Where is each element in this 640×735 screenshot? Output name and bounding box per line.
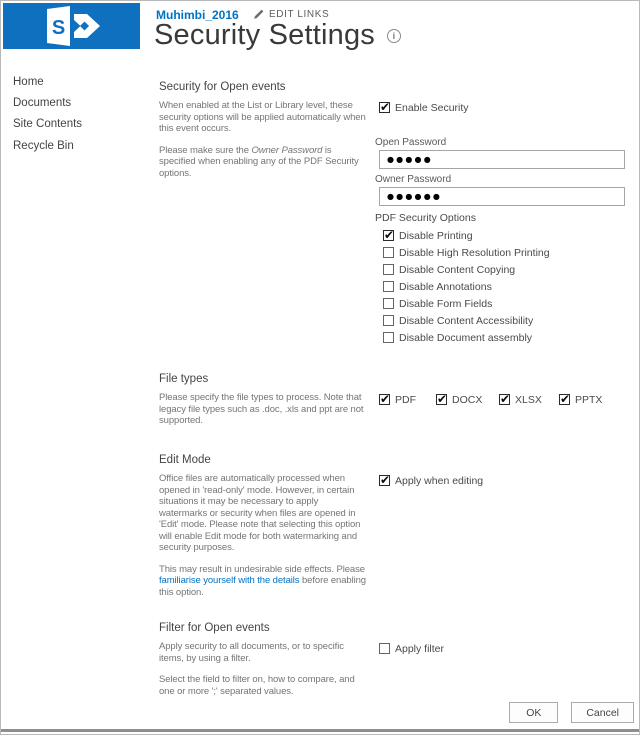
file-type-docx-checkbox[interactable] xyxy=(436,392,499,407)
checkbox-label: Disable Printing xyxy=(399,229,473,242)
section-controls xyxy=(375,100,633,346)
checkbox-label: PDF xyxy=(395,393,416,406)
checkbox-icon[interactable] xyxy=(383,230,394,241)
description-text: Please make sure the Owner Password is specified when enabling any of the PDF Security options. xyxy=(159,144,359,179)
sidebar xyxy=(13,76,143,162)
info-icon[interactable]: i xyxy=(387,29,401,43)
description-text: Apply security to all documents, or to specific items, by using a filter. xyxy=(159,641,344,664)
checkbox-label: XLSX xyxy=(515,393,542,406)
description-text: This may result in undesirable side effects. Please familiarise yourself with the details before enabling this option. xyxy=(159,563,366,598)
logo-letter: S xyxy=(51,17,66,39)
page-title xyxy=(154,19,401,52)
section-controls xyxy=(375,392,633,437)
section-description xyxy=(159,473,375,608)
checkbox-icon[interactable] xyxy=(499,394,510,405)
checkbox-icon[interactable] xyxy=(383,281,394,292)
disable-annotations-checkbox[interactable] xyxy=(383,278,633,295)
checkbox-label: PPTX xyxy=(575,393,603,406)
disable-content-accessibility-checkbox[interactable] xyxy=(383,312,633,329)
file-type-pdf-checkbox[interactable] xyxy=(379,392,436,407)
checkbox-icon[interactable] xyxy=(383,264,394,275)
checkbox-label: Disable Content Accessibility xyxy=(399,314,534,327)
pdf-security-options-label: PDF Security Options xyxy=(375,212,476,224)
sharepoint-logo-icon xyxy=(3,3,140,49)
apply-filter-checkbox[interactable] xyxy=(379,641,633,656)
section-controls xyxy=(375,473,633,608)
description-text: Select the field to filter on, how to compare, and one or more ';' separated values. xyxy=(159,674,355,697)
description-text: Office files are automatically processed when opened in 'read-only' mode. However, in certain situations it may be necessary to apply watermarks or security when files are opened in 'Edit' mode. Please note that selecting this option will enable Edit mode for both watermarking and security purposes. xyxy=(159,473,361,553)
apply-when-editing-checkbox[interactable] xyxy=(379,473,633,488)
disable-content-copying-checkbox[interactable] xyxy=(383,261,633,278)
enable-security-checkbox[interactable] xyxy=(379,100,633,115)
section-description xyxy=(159,641,375,707)
description-text: Please specify the file types to process. Note that legacy file types such as .doc, .xls and ppt are not supported. xyxy=(159,392,364,426)
checkbox-icon[interactable] xyxy=(383,298,394,309)
bottom-border xyxy=(1,729,639,732)
site-breadcrumb-link[interactable]: Muhimbi_2016 xyxy=(156,8,239,22)
checkbox-label: Apply when editing xyxy=(395,474,484,487)
disable-form-fields-checkbox[interactable] xyxy=(383,295,633,312)
checkbox-label: Disable Content Copying xyxy=(399,263,516,276)
edit-links-label: EDIT LINKS xyxy=(269,9,330,20)
section-title: Security for Open events xyxy=(159,81,286,93)
section-security-open-events xyxy=(159,81,633,346)
details-link[interactable]: familiarise yourself with the details xyxy=(159,575,300,586)
disable-document-assembly-checkbox[interactable] xyxy=(383,329,633,346)
checkbox-icon[interactable] xyxy=(436,394,447,405)
section-filter-open-events xyxy=(159,622,633,707)
sidebar-item-site-contents[interactable]: Site Contents xyxy=(13,118,83,130)
checkbox-label: Enable Security xyxy=(395,101,469,114)
open-password-input[interactable] xyxy=(379,150,625,169)
description-text: When enabled at the List or Library level, these security options will be applied automatically when this event occurs. xyxy=(159,100,366,134)
file-type-xlsx-checkbox[interactable] xyxy=(499,392,559,407)
checkbox-icon[interactable] xyxy=(383,315,394,326)
sidebar-item-home[interactable]: Home xyxy=(13,76,44,88)
checkbox-label: Disable Form Fields xyxy=(399,297,493,310)
checkbox-icon[interactable] xyxy=(383,247,394,258)
section-description xyxy=(159,100,375,346)
checkbox-label: Disable Annotations xyxy=(399,280,492,293)
checkbox-label: Disable High Resolution Printing xyxy=(399,246,550,259)
section-file-types xyxy=(159,373,633,437)
section-title: File types xyxy=(159,373,209,385)
sharepoint-logo[interactable] xyxy=(3,3,140,49)
checkbox-icon[interactable] xyxy=(383,332,394,343)
section-title: Filter for Open events xyxy=(159,622,270,634)
checkbox-label: Disable Document assembly xyxy=(399,331,533,344)
checkbox-icon[interactable] xyxy=(379,394,390,405)
section-edit-mode xyxy=(159,454,633,608)
owner-password-input[interactable] xyxy=(379,187,625,206)
checkbox-icon[interactable] xyxy=(379,643,390,654)
open-password-label: Open Password xyxy=(375,137,447,148)
footer-button-row xyxy=(509,702,634,723)
pdf-security-options-list xyxy=(383,227,633,346)
file-type-options-list xyxy=(379,392,633,407)
sidebar-item-recycle-bin[interactable]: Recycle Bin xyxy=(13,140,74,152)
checkbox-icon[interactable] xyxy=(379,475,390,486)
sidebar-item-documents[interactable]: Documents xyxy=(13,97,72,109)
checkbox-label: Apply filter xyxy=(395,642,445,655)
disable-high-resolution-printing-checkbox[interactable] xyxy=(383,244,633,261)
page-title-text: Security Settings xyxy=(154,19,375,51)
section-description xyxy=(159,392,375,437)
checkbox-label: DOCX xyxy=(452,393,483,406)
section-title: Edit Mode xyxy=(159,454,211,466)
cancel-button[interactable]: Cancel xyxy=(571,702,634,723)
owner-password-label: Owner Password xyxy=(375,174,452,185)
checkbox-icon[interactable] xyxy=(559,394,570,405)
file-type-pptx-checkbox[interactable] xyxy=(559,392,602,407)
disable-printing-checkbox[interactable] xyxy=(383,227,633,244)
checkbox-icon[interactable] xyxy=(379,102,390,113)
ok-button[interactable]: OK xyxy=(509,702,558,723)
section-controls xyxy=(375,641,633,707)
